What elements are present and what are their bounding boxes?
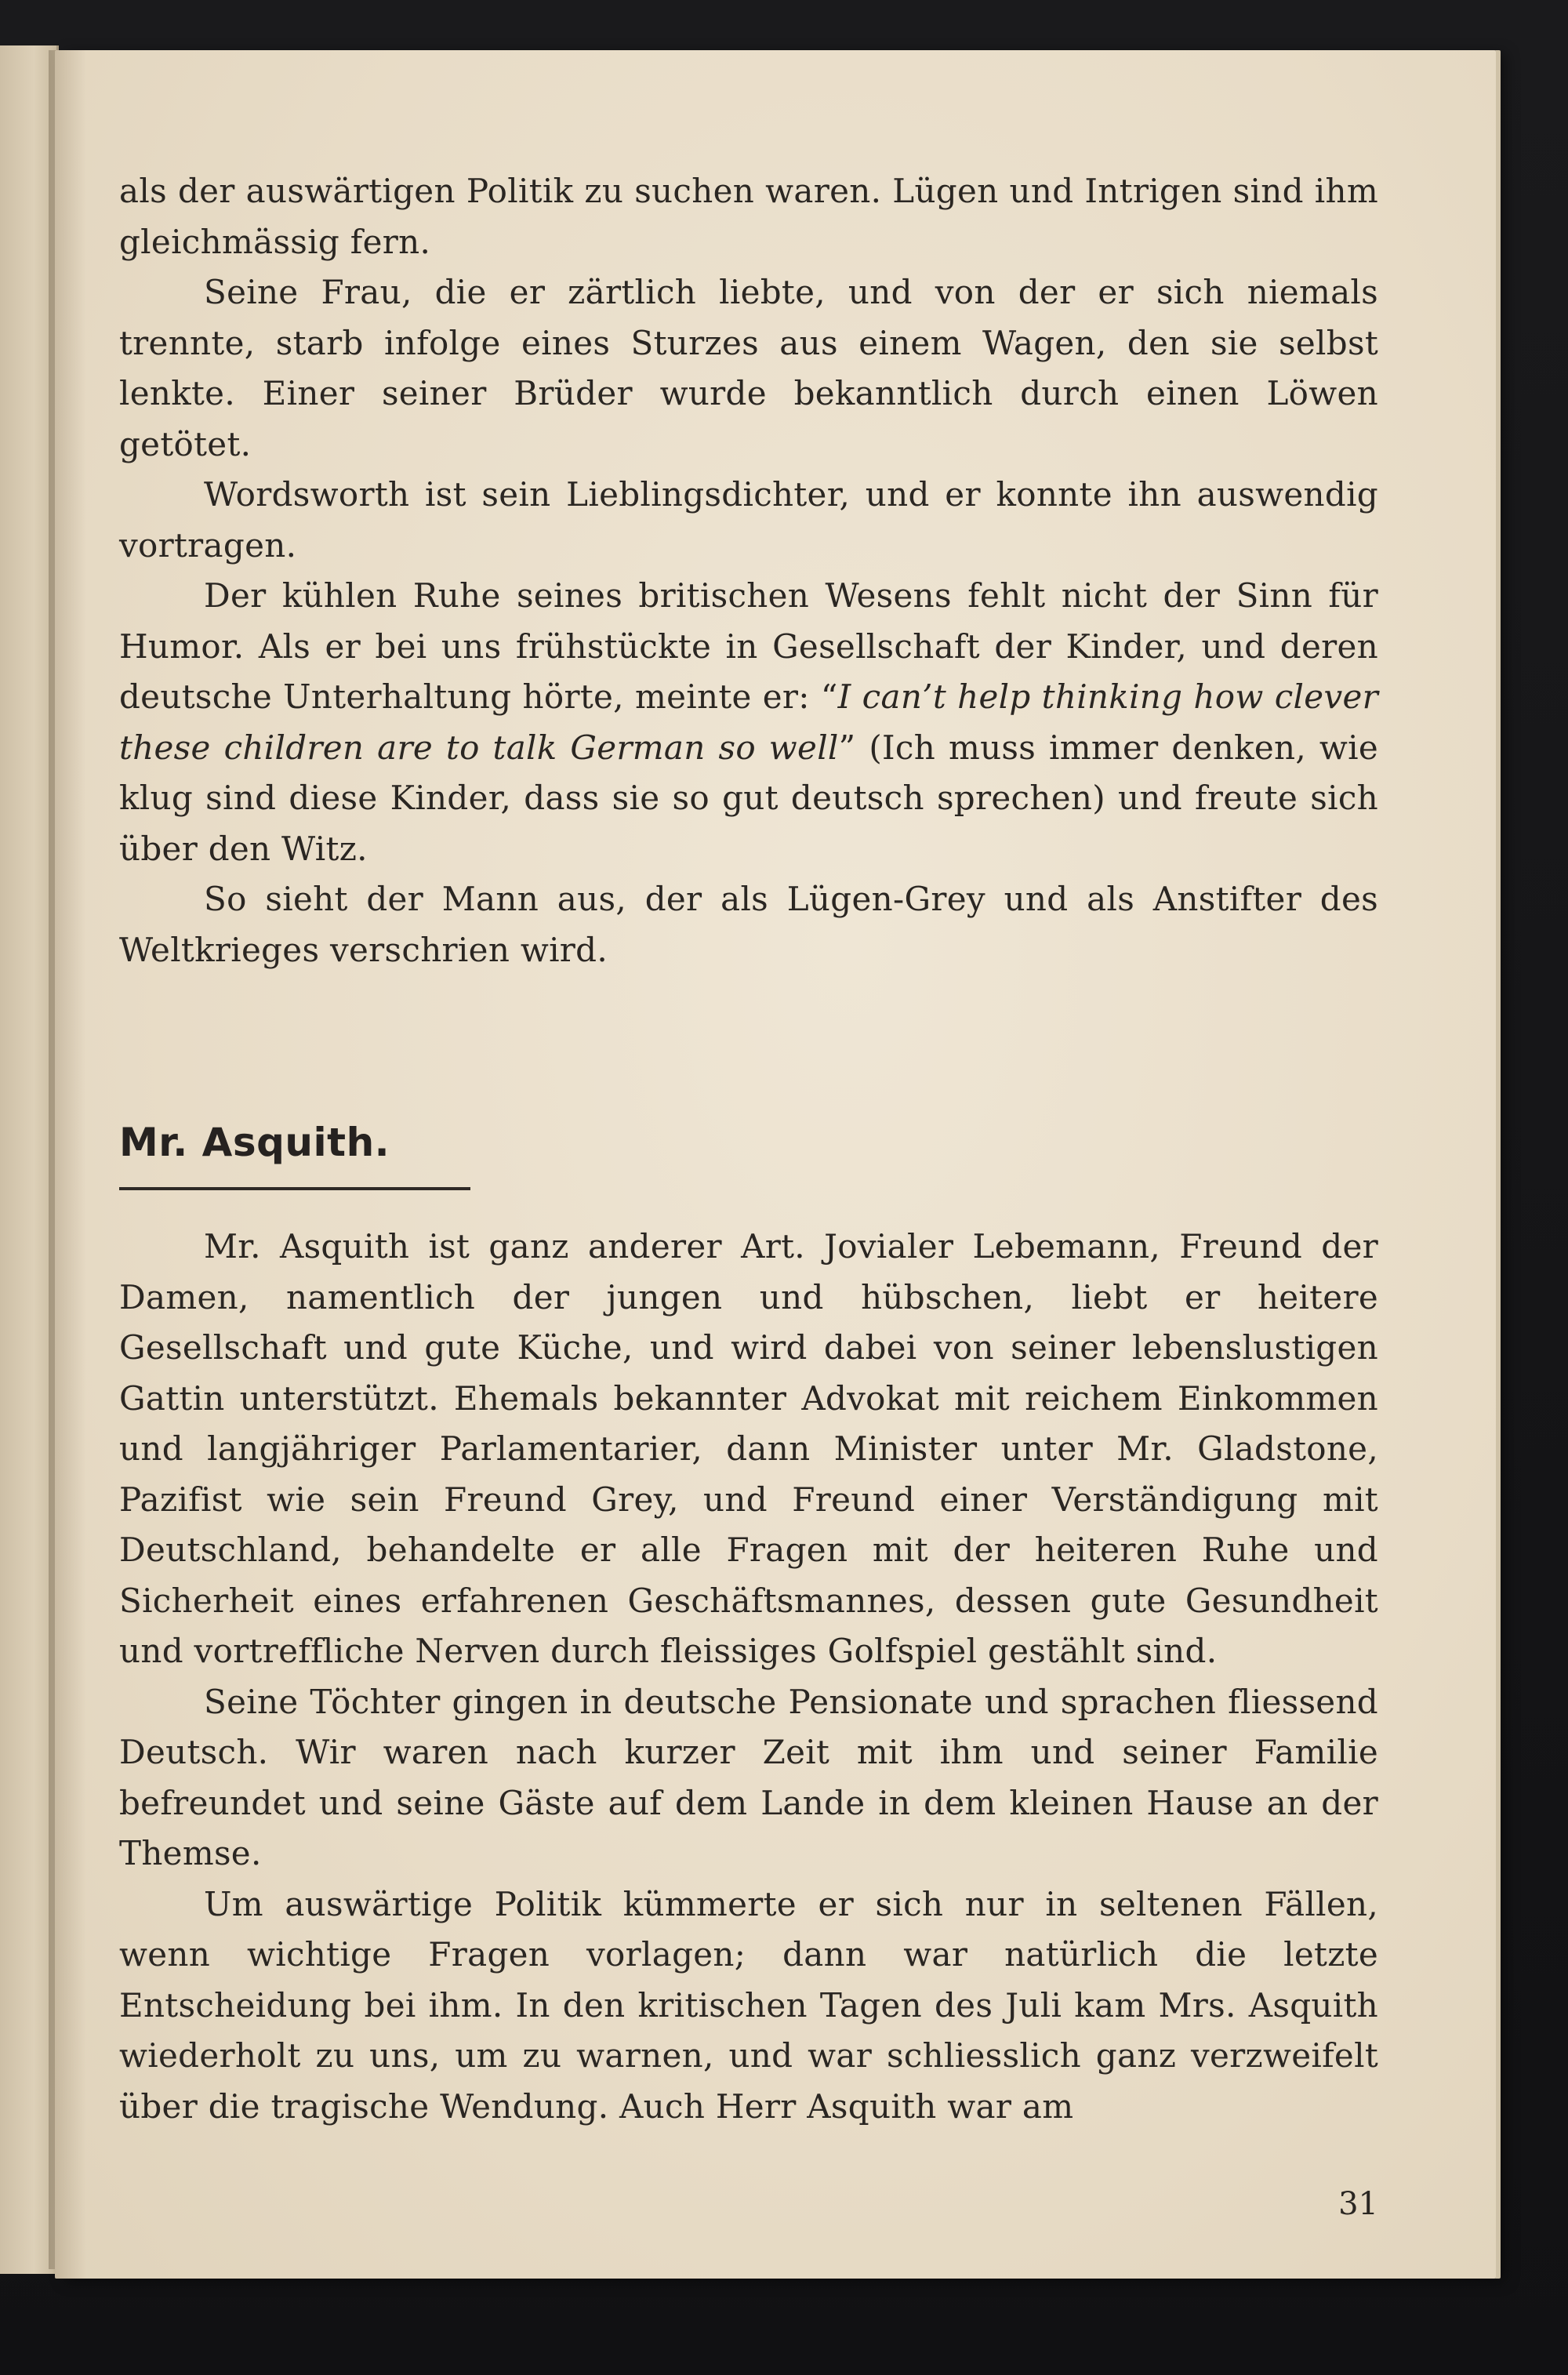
text-run: Seine Frau, die er zärtlich liebte, und von der er sich niemals trennte, starb infolge eines Sturzes aus einem Wagen, den sie selbst lenkte. Einer seiner Brüder wurde bekanntlich durch einen Löwen getötet.: [119, 273, 1378, 463]
paragraph: [119, 166, 1378, 267]
paragraph: [119, 267, 1378, 470]
text-run: Wordsworth ist sein Lieblingsdichter, und er konnte ihn auswendig vortragen.: [119, 475, 1378, 565]
paragraph: [119, 470, 1378, 571]
italic-quote: I can’t help thinking how clever these children are to talk German so well: [119, 677, 1379, 767]
paragraph: [119, 1677, 1378, 1879]
body-text-top: [119, 166, 1378, 975]
heading-underline: [119, 1187, 470, 1190]
paragraph: [119, 571, 1378, 874]
text-run: So sieht der Mann aus, der als Lügen-Grey und als Anstifter des Weltkrieges verschrien wird.: [119, 880, 1378, 969]
body-text-bottom: [119, 1222, 1378, 2132]
page-number: 31: [1338, 2186, 1378, 2222]
gutter-shade: [55, 50, 86, 2279]
section-heading: Mr. Asquith.: [119, 1120, 390, 1165]
text-run: Mr. Asquith ist ganz anderer Art. Jovialer Lebemann, Freund der Damen, namentlich der jungen und hübschen, liebt er heitere Gesellschaft und gute Küche, und wird dabei von seiner lebenslustigen Gattin unterstützt. Ehemals bekannter Advokat mit reichem Einkommen und langjähriger Parlamentarier, dann Minister unter Mr. Gladstone, Pazifist wie sein Freund Grey, und Freund einer Verständigung mit Deutschland, behandelte er alle Fragen mit der heiteren Ruhe und Sicherheit eines erfahrenen Geschäftsmannes, dessen gute Gesundheit und vortreffliche Nerven durch fleissiges Golfspiel gestählt sind.: [119, 1227, 1378, 1670]
text-run: als der auswärtigen Politik zu suchen waren. Lügen und Intrigen sind ihm gleichmässig fern.: [119, 172, 1378, 261]
book-page: [55, 50, 1496, 2279]
text-run: Seine Töchter gingen in deutsche Pensionate und sprachen fliessend Deutsch. Wir waren nach kurzer Zeit mit ihm und seiner Familie befreundet und seine Gäste auf dem Lande in dem kleinen Hause an der Themse.: [119, 1682, 1378, 1872]
text-run: Um auswärtige Politik kümmerte er sich nur in seltenen Fällen, wenn wichtige Fragen vorlagen; dann war natürlich die letzte Entscheidung bei ihm. In den kritischen Tagen des Juli kam Mrs. Asquith wiederholt zu uns, um zu warnen, und war schliesslich ganz verzweifelt über die tragische Wendung. Auch Herr Asquith war am: [119, 1884, 1378, 2126]
paragraph: [119, 874, 1378, 975]
paragraph: [119, 1879, 1378, 2133]
text-run: Der kühlen Ruhe seines britischen Wesens fehlt nicht der Sinn für Humor. Als er bei uns frühstückte in Gesellschaft der Kinder, und deren deutsche Unterhaltung hörte, meinte er: “: [119, 576, 1378, 716]
paragraph: [119, 1222, 1378, 1677]
text-run: ” (Ich muss immer denken, wie klug sind diese Kinder, dass sie so gut deutsch sprechen) und freute sich über den Witz.: [119, 728, 1378, 868]
